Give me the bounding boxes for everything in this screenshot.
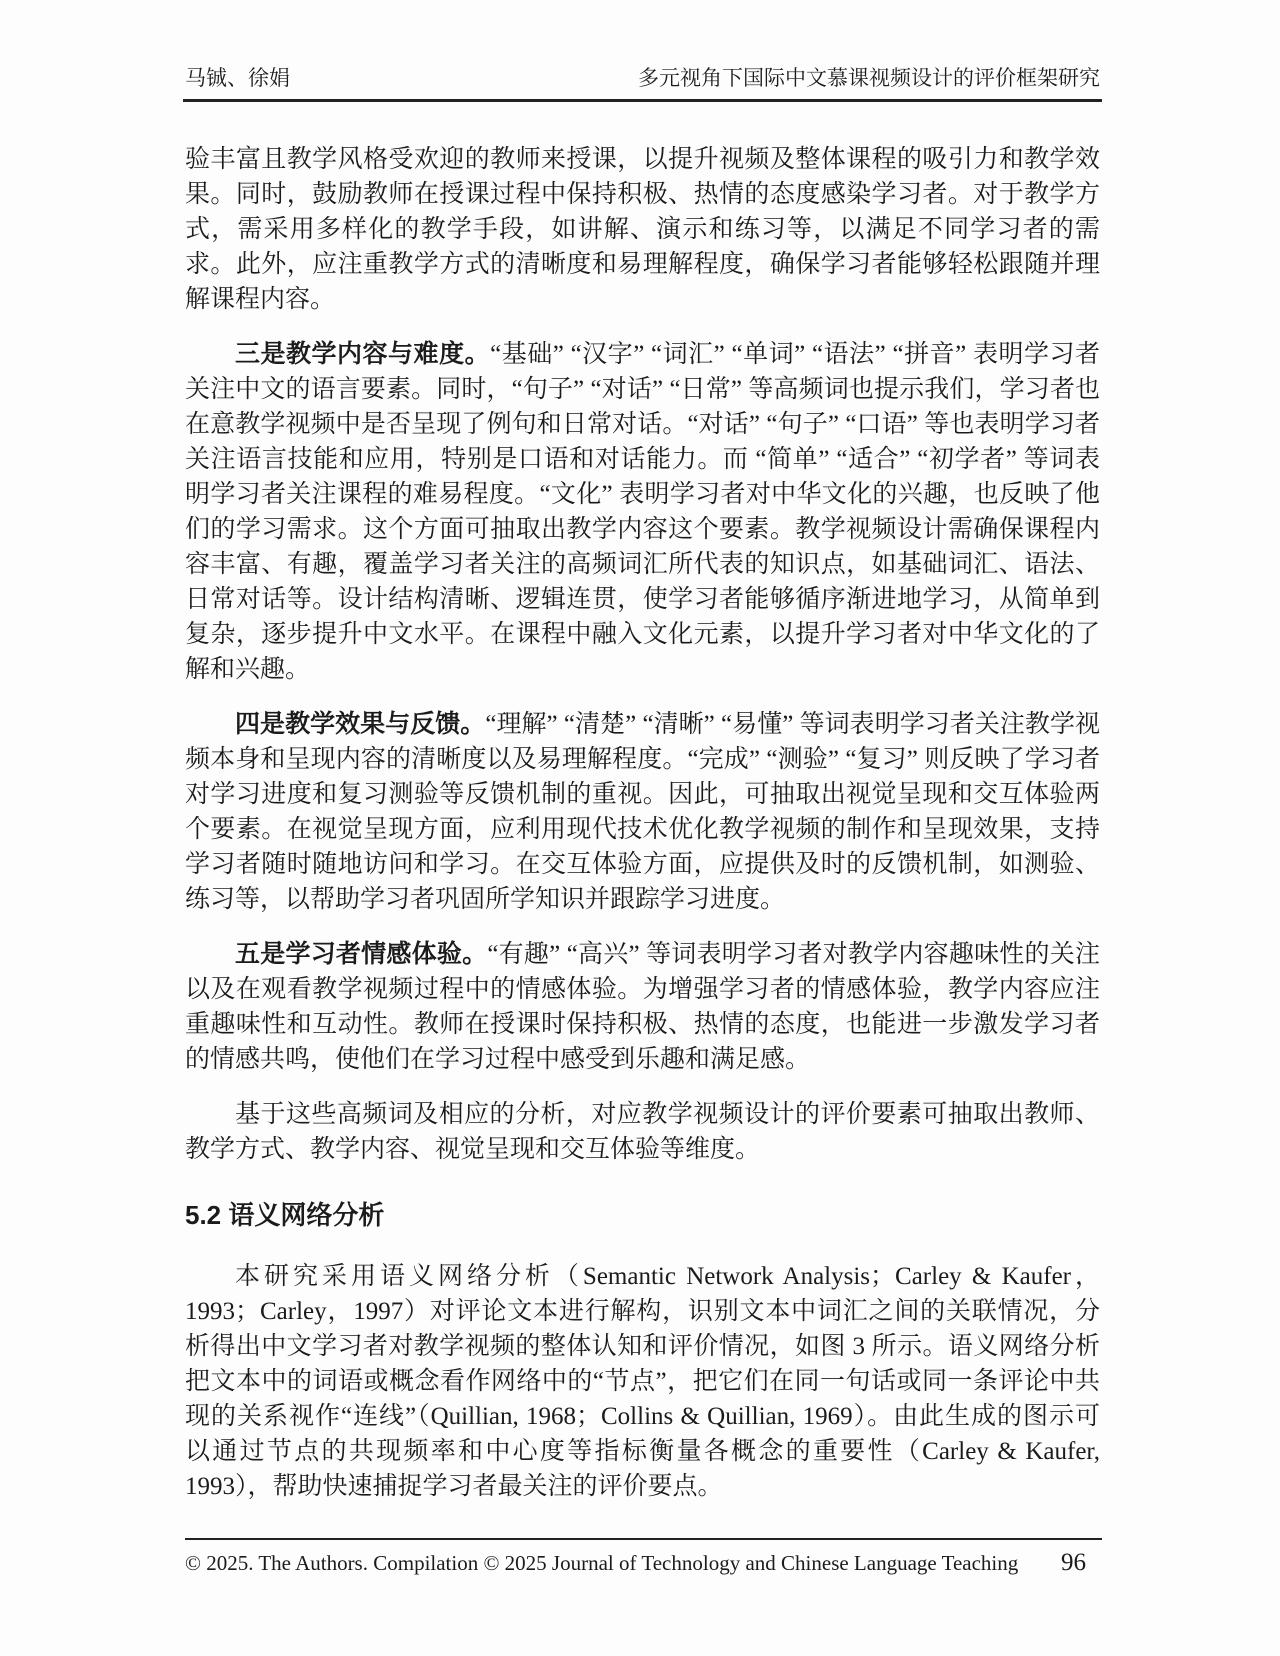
paragraph-learner-emotion: [185, 937, 1100, 1077]
paragraph-lead: 五是学习者情感体验。: [235, 940, 488, 968]
paragraph-text: “基础” “汉字” “词汇” “单词” “语法” “拼音” 表明学习者关注中文的语言要素。同时，“句子” “对话” “日常” 等高频词也提示我们，学习者也在意教学视频中是否呈现了例句和日常对话。“对话” “句子” “口语” 等也表明学习者关注语言技能和应用，特别是口语和对话能力。而 “简单” “适合” “初学者” 等词表明学习者关注课程的难易程度。“文化” 表明学习者对中华文化的兴趣，也反映了他们的学习需求。这个方面可抽取出教学内容这个要素。教学视频设计需确保课程内容丰富、有趣，覆盖学习者关注的高频词汇所代表的知识点，如基础词汇、语法、日常对话等。设计结构清晰、逻辑连贯，使学习者能够循序渐进地学习，从简单到复杂，逐步提升中文水平。在课程中融入文化元素，以提升学习者对中华文化的了解和兴趣。: [185, 341, 1100, 683]
paragraph-text: 验丰富且教学风格受欢迎的教师来授课，以提升视频及整体课程的吸引力和教学效果。同时，鼓励教师在授课过程中保持积极、热情的态度感染学习者。对于教学方式，需采用多样化的教学手段，如讲解、演示和练习等，以满足不同学习者的需求。此外，应注重教学方式的清晰度和易理解程度，确保学习者能够轻松跟随并理解课程内容。: [185, 146, 1100, 313]
paragraph-summary: [185, 1097, 1100, 1167]
paragraph-lead: 四是教学效果与反馈。: [235, 710, 486, 738]
page-number: 96: [1061, 1549, 1086, 1576]
paragraph-text: 基于这些高频词及相应的分析，对应教学视频设计的评价要素可抽取出教师、教学方式、教学内容、视觉呈现和交互体验等维度。: [185, 1101, 1100, 1163]
paragraph-lead: 三是教学内容与难度。: [235, 340, 491, 368]
footer-rule: [185, 1538, 1102, 1540]
section-heading: 5.2 语义网络分析: [185, 1200, 385, 1230]
paragraph-text: 本研究采用语义网络分析（Semantic Network Analysis；Carley & Kaufer，1993；Carley，1997）对评论文本进行解构，识别文本中词汇之间的关联情况，分析得出中文学习者对教学视频的整体认知和评价情况，如图 3 所示。语义网络分析把文本中的词语或概念看作网络中的“节点”，把它们在同一句话或同一条评论中共现的关系视作“连线”（Quillian, 1968；Collins & Quillian, 1969）。由此生成的图示可以通过节点的共现频率和中心度等指标衡量各概念的重要性（Carley & Kaufer, 1993），帮助快速捕捉学习者最关注的评价要点。: [185, 1263, 1100, 1500]
page-footer: [185, 1538, 1102, 1577]
paragraph-text: “有趣” “高兴” 等词表明学习者对教学内容趣味性的关注以及在观看教学视频过程中的情感体验。为增强学习者的情感体验，教学内容应注重趣味性和互动性。教师在授课时保持积极、热情的态度，也能进一步激发学习者的情感共鸣，使他们在学习过程中感受到乐趣和满足感。: [185, 941, 1100, 1073]
paragraph-continuation: [185, 142, 1100, 317]
paragraph-semantic-network-analysis: [185, 1259, 1100, 1504]
page-body: [185, 142, 1100, 1504]
paragraph-teaching-content-difficulty: [185, 337, 1100, 687]
page-header: [185, 64, 1100, 92]
footer-copyright: © 2025. The Authors. Compilation © 2025 Journal of Technology and Chinese Language Teaching: [185, 1551, 1019, 1575]
header-rule: [183, 99, 1102, 102]
paragraph-text: “理解” “清楚” “清晰” “易懂” 等词表明学习者关注教学视频本身和呈现内容的清晰度以及易理解程度。“完成” “测验” “复习” 则反映了学习者对学习进度和复习测验等反馈机制的重视。因此，可抽取出视觉呈现和交互体验两个要素。在视觉呈现方面，应利用现代技术优化教学视频的制作和呈现效果，支持学习者随时随地访问和学习。在交互体验方面，应提供及时的反馈机制，如测验、练习等，以帮助学习者巩固所学知识并跟踪学习进度。: [185, 711, 1100, 913]
paragraph-teaching-effect-feedback: [185, 707, 1100, 917]
header-authors: 马铖、徐娟: [185, 66, 290, 90]
header-running-title: 多元视角下国际中文慕课视频设计的评价框架研究: [638, 66, 1100, 90]
